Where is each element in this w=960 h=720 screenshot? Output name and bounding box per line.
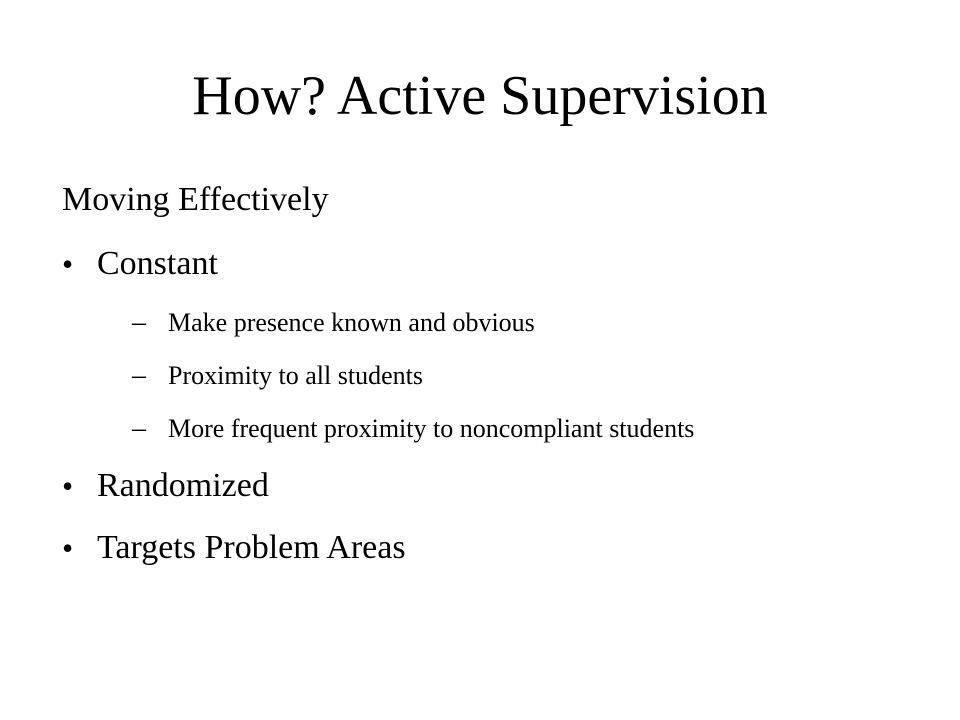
dash-icon: –	[132, 307, 146, 338]
bullet-label: Constant	[97, 245, 218, 282]
sub-bullet-label: More frequent proximity to noncompliant students	[168, 414, 695, 443]
bullet-icon: •	[62, 246, 74, 282]
bullet-label: Randomized	[97, 467, 269, 504]
section-heading: Moving Effectively	[62, 181, 329, 218]
dash-icon: –	[132, 413, 146, 444]
bullet-label: Targets Problem Areas	[97, 529, 406, 566]
bullet-icon: •	[62, 530, 74, 566]
slide-title: How? Active Supervision	[192, 65, 768, 127]
bullet-icon: •	[62, 468, 74, 504]
sub-bullet-label: Make presence known and obvious	[168, 308, 535, 337]
dash-icon: –	[132, 360, 146, 391]
sub-bullet-label: Proximity to all students	[168, 361, 423, 390]
